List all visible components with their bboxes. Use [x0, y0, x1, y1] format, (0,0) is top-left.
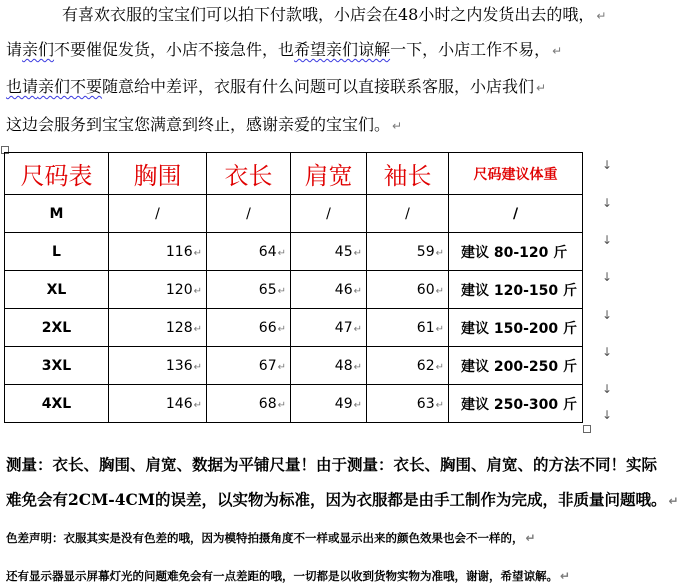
intro-line-1: [62, 4, 606, 27]
chest-value: 120: [165, 281, 193, 298]
cell-mark-icon: ↵: [353, 247, 362, 259]
size-cell: 3XL: [5, 347, 109, 385]
shoulder-cell: /: [291, 195, 367, 233]
cell-mark-icon: ↵: [277, 285, 286, 297]
header-size-chart: 尺码表: [5, 153, 109, 195]
sleeve-value: 59: [416, 243, 435, 260]
size-cell: 2XL: [5, 309, 109, 347]
cell-mark-icon: ↵: [435, 399, 444, 411]
header-chest: 胸围: [109, 153, 207, 195]
intro-line-2: [6, 39, 562, 62]
cell-mark-icon: ↵: [435, 285, 444, 297]
chest-value: 136: [165, 357, 193, 374]
measure-note-2: [6, 489, 679, 512]
row-end-mark-icon: ↓: [602, 345, 613, 359]
header-length: 衣长: [207, 153, 291, 195]
chest-value: 128: [165, 319, 193, 336]
size-cell: L: [5, 233, 109, 271]
cell-mark-icon: ↵: [353, 323, 362, 335]
sleeve-cell: [367, 233, 449, 271]
weight-cell: 建议 200-250 斤: [449, 347, 583, 385]
shoulder-value: 48: [334, 357, 353, 374]
sleeve-cell: [367, 271, 449, 309]
measure-text-2: 难免会有2CM-4CM的误差，以实物为标准，因为衣服都是由手工制作为完成，非质量问题哦。: [6, 490, 667, 509]
chest-cell: [109, 385, 207, 423]
chest-cell: [109, 233, 207, 271]
chest-value: 146: [165, 395, 193, 412]
row-end-mark-icon: ↓: [602, 408, 613, 422]
shoulder-value: 47: [334, 319, 353, 336]
sleeve-value: 62: [416, 357, 435, 374]
length-cell: /: [207, 195, 291, 233]
intro-text-3b: 亲们不要: [38, 77, 103, 96]
shoulder-cell: [291, 309, 367, 347]
weight-cell: /: [449, 195, 583, 233]
sleeve-value: 61: [416, 319, 435, 336]
row-end-mark-icon: ↓: [602, 196, 613, 210]
intro-text-2d: 希望亲们谅解: [294, 40, 391, 59]
row-end-mark-icon: ↓: [602, 382, 613, 396]
chest-cell: [109, 309, 207, 347]
cell-mark-icon: ↵: [435, 361, 444, 373]
color-note-1: [6, 527, 536, 549]
cell-mark-icon: ↵: [435, 323, 444, 335]
length-cell: [207, 309, 291, 347]
shoulder-value: 46: [334, 281, 353, 298]
intro-text-2b: 亲们: [22, 40, 55, 59]
length-cell: [207, 271, 291, 309]
length-value: 67: [258, 357, 277, 374]
paragraph-mark-icon: ↵: [596, 9, 607, 23]
intro-text-1: 有喜欢衣服的宝宝们可以拍下付款哦，小店会在48小时之内发货出去的哦，: [62, 5, 595, 24]
sleeve-cell: /: [367, 195, 449, 233]
length-value: 66: [258, 319, 277, 336]
cell-mark-icon: ↵: [193, 399, 202, 411]
chest-cell: [109, 347, 207, 385]
row-end-mark-icon: ↓: [602, 308, 613, 322]
table-row: [5, 309, 583, 347]
sleeve-cell: [367, 309, 449, 347]
chest-cell: [109, 271, 207, 309]
row-end-mark-icon: ↓: [602, 270, 613, 284]
header-shoulder: 肩宽: [291, 153, 367, 195]
paragraph-mark-icon: ↵: [552, 44, 563, 58]
cell-mark-icon: ↵: [353, 399, 362, 411]
size-cell: M: [5, 195, 109, 233]
intro-text-3c: 随意给中差评，衣服有什么问题可以直接联系客服，小店我们: [102, 77, 535, 96]
intro-text-3a: 也请: [6, 77, 39, 96]
table-resize-handle-icon[interactable]: [583, 425, 591, 433]
chest-cell: /: [109, 195, 207, 233]
cell-mark-icon: ↵: [435, 247, 444, 259]
table-row: [5, 385, 583, 423]
intro-text-4: 这边会服务到宝宝您满意到终止，感谢亲爱的宝宝们。: [6, 115, 391, 134]
cell-mark-icon: ↵: [193, 323, 202, 335]
intro-text-2e: 一下，小店工作不易，: [390, 40, 551, 59]
cell-mark-icon: ↵: [277, 323, 286, 335]
table-header-row: [5, 153, 583, 195]
intro-text-2a: 请: [6, 40, 23, 59]
length-cell: [207, 385, 291, 423]
paragraph-mark-icon: ↵: [560, 569, 571, 583]
sleeve-value: 60: [416, 281, 435, 298]
color-text-1: 色差声明：衣服其实是没有色差的哦，因为模特拍摄角度不一样或显示出来的颜色效果也会不一样的，: [6, 531, 524, 545]
intro-text-2c: 不要催促发货，小店不接急件，也: [54, 40, 295, 59]
color-text-2: 还有显示器显示屏幕灯光的问题难免会有一点差距的哦，一切都是以收到货物实物为准哦，谢谢，希望谅解。: [6, 569, 558, 583]
cell-mark-icon: ↵: [193, 361, 202, 373]
size-cell: 4XL: [5, 385, 109, 423]
table-row: [5, 195, 583, 233]
size-table: [4, 152, 583, 423]
cell-mark-icon: ↵: [193, 247, 202, 259]
color-note-2: [6, 565, 570, 587]
shoulder-cell: [291, 385, 367, 423]
cell-mark-icon: ↵: [277, 361, 286, 373]
length-value: 65: [258, 281, 277, 298]
cell-mark-icon: ↵: [353, 285, 362, 297]
paragraph-mark-icon: ↵: [392, 119, 403, 133]
table-row: [5, 271, 583, 309]
length-cell: [207, 233, 291, 271]
chest-value: 116: [165, 243, 193, 260]
header-weight: 尺码建议体重: [449, 153, 583, 195]
shoulder-value: 49: [334, 395, 353, 412]
shoulder-cell: [291, 271, 367, 309]
row-end-mark-icon: ↓: [602, 158, 613, 172]
measure-text-1: 测量：衣长、胸围、肩宽、数据为平铺尺量！由于测量：衣长、胸围、肩宽、的方法不同！实际: [6, 455, 658, 474]
cell-mark-icon: ↵: [277, 399, 286, 411]
length-value: 68: [258, 395, 277, 412]
size-cell: XL: [5, 271, 109, 309]
paragraph-mark-icon: ↵: [536, 81, 547, 95]
table-row: [5, 347, 583, 385]
length-cell: [207, 347, 291, 385]
sleeve-value: 63: [416, 395, 435, 412]
shoulder-cell: [291, 347, 367, 385]
header-sleeve: 袖长: [367, 153, 449, 195]
paragraph-mark-icon: ↵: [668, 494, 679, 508]
intro-line-3: [6, 76, 546, 99]
sleeve-cell: [367, 385, 449, 423]
weight-cell: 建议 80-120 斤: [449, 233, 583, 271]
paragraph-mark-icon: ↵: [525, 531, 536, 545]
length-value: 64: [258, 243, 277, 260]
cell-mark-icon: ↵: [193, 285, 202, 297]
weight-cell: 建议 120-150 斤: [449, 271, 583, 309]
intro-line-4: [6, 114, 402, 137]
weight-cell: 建议 250-300 斤: [449, 385, 583, 423]
sleeve-cell: [367, 347, 449, 385]
cell-mark-icon: ↵: [353, 361, 362, 373]
measure-note-1: [6, 454, 657, 476]
table-row: [5, 233, 583, 271]
shoulder-cell: [291, 233, 367, 271]
row-end-mark-icon: ↓: [602, 233, 613, 247]
shoulder-value: 45: [334, 243, 353, 260]
weight-cell: 建议 150-200 斤: [449, 309, 583, 347]
cell-mark-icon: ↵: [277, 247, 286, 259]
